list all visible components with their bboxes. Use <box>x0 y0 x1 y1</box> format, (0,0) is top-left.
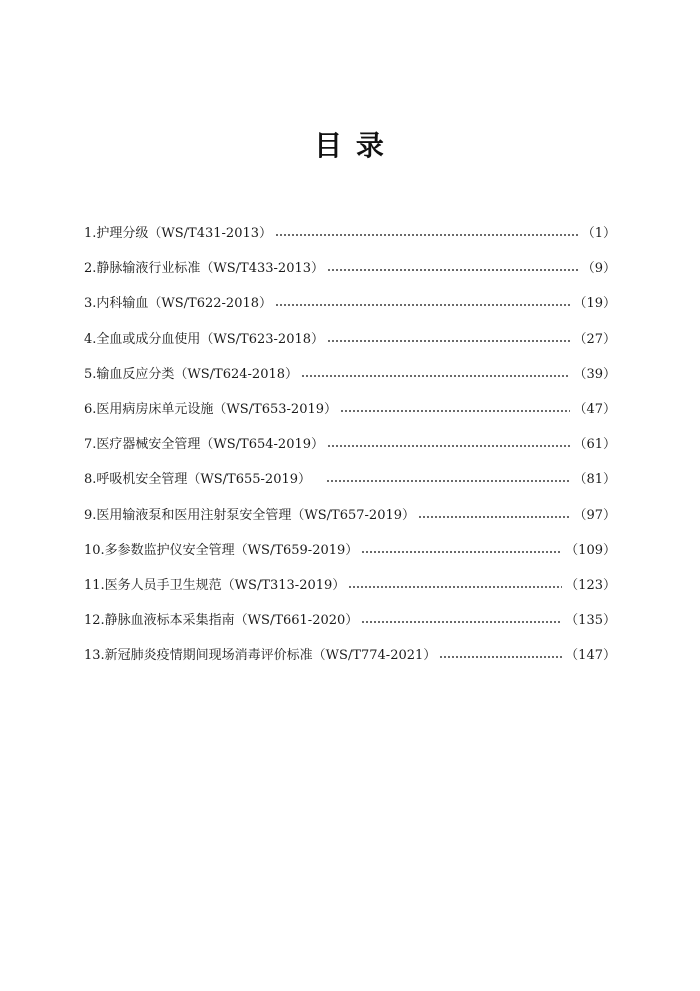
toc-leader-dots <box>348 580 562 589</box>
toc-entry-13[interactable] <box>84 644 616 679</box>
toc-entry-page: （19） <box>573 296 616 312</box>
toc-leader-dots <box>418 510 570 519</box>
toc-entry-4[interactable] <box>84 328 616 363</box>
toc-entry-page: （47） <box>573 401 616 417</box>
toc-entry-page: （81） <box>573 472 616 488</box>
toc-entry-label: 3.内科输血（WS/T622-2018） <box>84 296 273 312</box>
toc-leader-dots <box>327 263 579 272</box>
toc-entry-label: 10.多参数监护仪安全管理（WS/T659-2019） <box>84 542 359 558</box>
toc-entry-page: （123） <box>565 577 616 593</box>
toc-entry-page: （61） <box>573 437 616 453</box>
toc-entry-12[interactable] <box>84 609 616 644</box>
toc-leader-dots <box>275 228 579 237</box>
toc-leader-dots <box>361 615 562 624</box>
toc-leader-dots <box>326 474 570 483</box>
toc-entry-label: 11.医务人员手卫生规范（WS/T313-2019） <box>84 577 346 593</box>
toc-entry-label: 5.输血反应分类（WS/T624-2018） <box>84 366 299 382</box>
toc-entry-page: （39） <box>573 366 616 382</box>
toc-entry-2[interactable] <box>84 257 616 292</box>
toc-entry-label: 8.呼吸机安全管理（WS/T655-2019） <box>84 472 312 488</box>
toc-entry-label: 12.静脉血液标本采集指南（WS/T661-2020） <box>84 613 359 629</box>
toc-entry-page: （9） <box>581 261 616 277</box>
toc-entry-7[interactable] <box>84 433 616 468</box>
toc-entry-label: 1.护理分级（WS/T431-2013） <box>84 226 273 241</box>
toc-leader-dots <box>301 369 570 378</box>
toc-entry-page: （27） <box>573 331 616 347</box>
toc-entry-label: 6.医用病房床单元设施（WS/T653-2019） <box>84 401 338 417</box>
toc-leader-dots <box>327 334 570 343</box>
toc-leader-dots <box>439 650 562 659</box>
toc-entry-page: （109） <box>565 542 616 558</box>
table-of-contents <box>84 222 616 679</box>
toc-entry-page: （147） <box>565 648 616 664</box>
toc-entry-8[interactable] <box>84 468 616 503</box>
toc-entry-label: 13.新冠肺炎疫情期间现场消毒评价标准（WS/T774-2021） <box>84 648 437 664</box>
toc-entry-3[interactable] <box>84 292 616 327</box>
toc-entry-6[interactable] <box>84 398 616 433</box>
toc-entry-5[interactable] <box>84 363 616 398</box>
toc-entry-page: （1） <box>581 226 616 241</box>
toc-entry-9[interactable] <box>84 504 616 539</box>
toc-entry-11[interactable] <box>84 574 616 609</box>
toc-leader-dots <box>327 439 570 448</box>
toc-entry-label: 4.全血或成分血使用（WS/T623-2018） <box>84 331 325 347</box>
toc-leader-dots <box>361 545 562 554</box>
toc-entry-label: 9.医用输液泵和医用注射泵安全管理（WS/T657-2019） <box>84 507 416 523</box>
toc-entry-page: （135） <box>565 613 616 629</box>
toc-entry-label: 2.静脉输液行业标准（WS/T433-2013） <box>84 261 325 277</box>
toc-leader-dots <box>275 298 570 307</box>
toc-entry-1[interactable] <box>84 222 616 257</box>
toc-entry-page: （97） <box>573 507 616 523</box>
toc-entry-10[interactable] <box>84 539 616 574</box>
toc-entry-label: 7.医疗器械安全管理（WS/T654-2019） <box>84 437 325 453</box>
toc-leader-dots <box>340 404 570 413</box>
page-title: 目 录 <box>314 129 386 162</box>
